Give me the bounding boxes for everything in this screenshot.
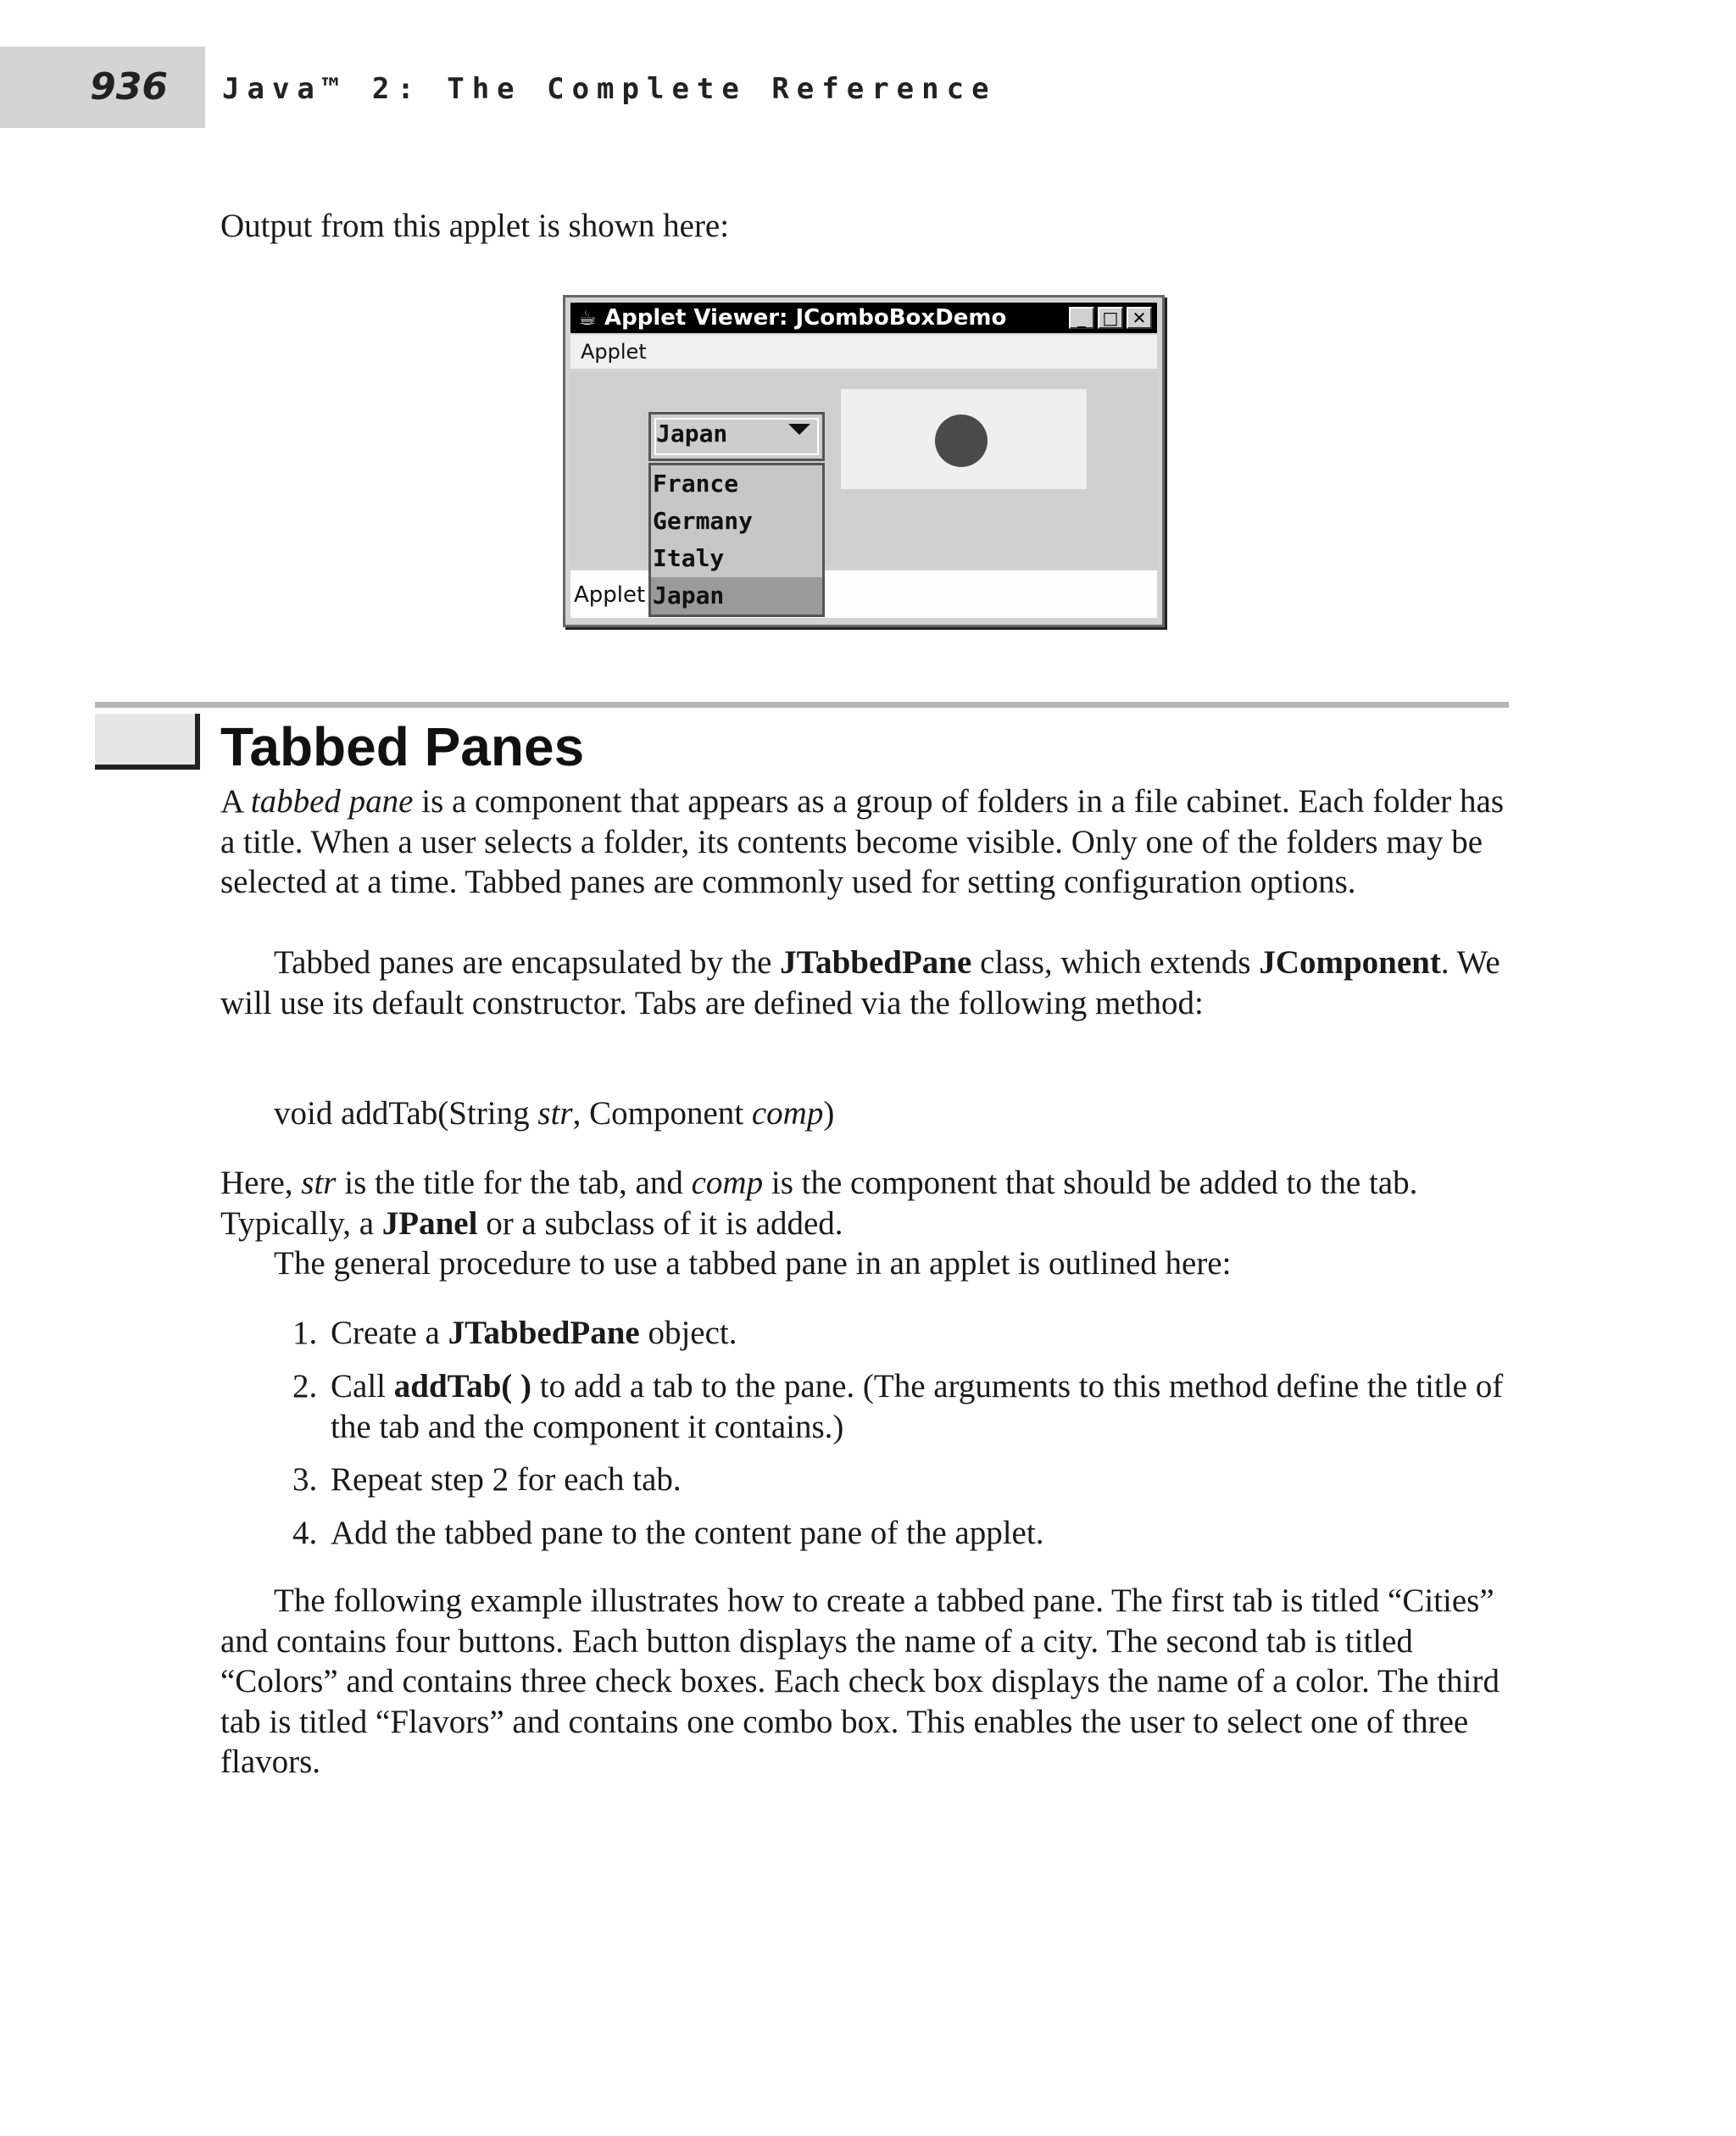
java-cup-icon: ☕	[578, 306, 597, 330]
section-marker	[95, 714, 200, 770]
paragraph-jtabbedpane: Tabbed panes are encapsulated by the JTabbedPane class, which extends JComponent. We will use its default constructor. Tabs are defined via the following method:	[220, 944, 1500, 1021]
dropdown-option-selected[interactable]: Japan	[651, 577, 822, 615]
window-title: Applet Viewer: JComboBoxDemo	[604, 305, 1007, 331]
paragraph-example: The following example illustrates how to create a tabbed pane. The first tab is titled “Cities” and contains four buttons. Each button displays the name of a city. The second tab is titled “Colors” and contains three check boxes. Each check box displays the name of a color. The third tab is titled “Flavors” and contains one combo box. This enables the user to select one of three flavors.	[220, 1583, 1500, 1780]
applet-window	[563, 295, 1165, 627]
combo-value: Japan	[656, 420, 728, 448]
page-number: 936	[90, 65, 168, 108]
section-title: Tabbed Panes	[220, 716, 585, 777]
section-rule	[95, 702, 1509, 708]
code-signature: void addTab(String str, Component comp)	[274, 1095, 835, 1132]
chevron-down-icon[interactable]	[788, 424, 810, 435]
list-item: 2. Call addTab( ) to add a tab to the pane. (The arguments to this method define the title of the tab and the component it contains.)	[292, 1368, 1504, 1445]
list-item: 1. Create a JTabbedPane object.	[292, 1315, 737, 1351]
status-text: Applet	[574, 582, 646, 608]
close-icon[interactable]: ✕	[1127, 307, 1152, 329]
paragraph-intro: A tabbed pane is a component that appears as a group of folders in a file cabinet. Each folder has a title. When a user selects a folder, its contents become visible. Only one of the folders may be selected at a time. Tabbed panes are commonly used for setting configuration options.	[220, 783, 1505, 900]
maximize-icon[interactable]: □	[1098, 307, 1123, 329]
dropdown-option[interactable]: Italy	[653, 544, 725, 572]
dropdown-list	[648, 463, 825, 617]
flag-dot-icon	[935, 414, 988, 467]
list-item: 3. Repeat step 2 for each tab.	[292, 1461, 682, 1498]
menu-bar	[570, 335, 1157, 369]
page-number-box	[0, 47, 205, 128]
paragraph-explanation: Here, str is the title for the tab, and comp is the component that should be added to the tab. Typically, a JPanel or a subclass of it is added.	[220, 1165, 1418, 1242]
paragraph-procedure: The general procedure to use a tabbed pane in an applet is outlined here:	[274, 1245, 1232, 1282]
minimize-icon[interactable]: _	[1069, 307, 1094, 329]
running-title: Java™ 2: The Complete Reference	[222, 72, 997, 106]
dropdown-option[interactable]: France	[653, 470, 739, 498]
dropdown-option[interactable]: Germany	[653, 507, 754, 535]
menu-applet[interactable]: Applet	[581, 340, 647, 364]
flag-panel	[841, 389, 1087, 489]
list-item: 4. Add the tabbed pane to the content pane of the applet.	[292, 1515, 1044, 1551]
title-bar[interactable]	[570, 303, 1157, 333]
country-combo-box[interactable]	[648, 412, 825, 461]
intro-text: Output from this applet is shown here:	[220, 208, 730, 244]
